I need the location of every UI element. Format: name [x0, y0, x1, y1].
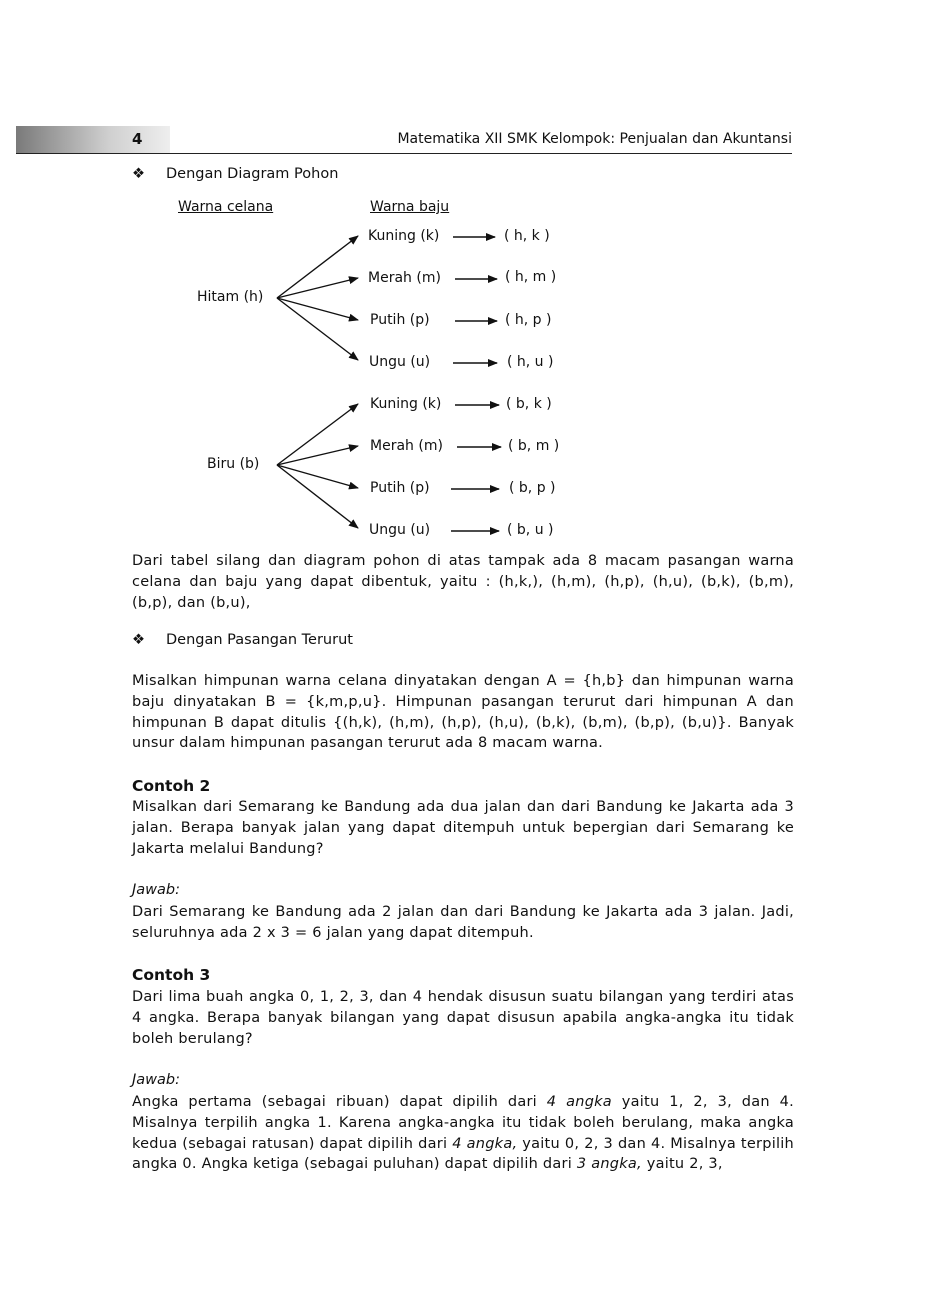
tree-branches-hitam	[277, 236, 358, 360]
jawab-label: Jawab:	[132, 882, 180, 898]
tree-diagram	[0, 0, 926, 560]
tree-leaf-label: Merah (m)	[370, 438, 443, 454]
tree-leaf-result: ( h, k )	[504, 228, 550, 244]
tree-leaf-label: Ungu (u)	[369, 354, 431, 370]
tree-leaf-result: ( b, m )	[508, 438, 560, 454]
tree-leaf-label: Kuning (k)	[370, 396, 442, 412]
answer-text: yaitu 2, 3,	[641, 1156, 723, 1173]
column-header-warna-baju: Warna baju	[370, 199, 450, 215]
section-title-pasangan-terurut: Dengan Pasangan Terurut	[166, 632, 353, 648]
answer-text: Angka pertama (sebagai ribuan) dapat dipilih dari	[132, 1094, 547, 1110]
tree-branches-biru	[277, 404, 358, 528]
page-number: 4	[132, 130, 143, 148]
heading-contoh-2: Contoh 2	[132, 777, 211, 795]
paragraph-contoh-3-answer	[132, 1092, 794, 1175]
tree-leaf-label: Kuning (k)	[368, 228, 440, 244]
diamond-bullet-icon: ❖	[132, 632, 145, 648]
column-header-warna-celana: Warna celana	[178, 199, 274, 215]
paragraph-contoh-2-answer: Dari Semarang ke Bandung ada 2 jalan dan dari Bandung ke Jakarta ada 3 jalan. Jadi, seluruhnya ada 2 x 3 = 6 jalan yang dapat ditempuh.	[132, 904, 794, 941]
tree-leaf-result: ( h, u )	[507, 354, 554, 370]
tree-leaf-result: ( b, u )	[507, 522, 554, 538]
answer-emphasis: 4 angka,	[452, 1135, 518, 1152]
answer-emphasis: 4 angka	[546, 1094, 612, 1110]
paragraph-pasangan-terurut: Misalkan himpunan warna celana dinyatakan dengan A = {h,b} dan himpunan warna baju dinyatakan B = {k,m,p,u}. Himpunan pasangan terurut dari himpunan A dan himpunan B dapat ditulis {(h,k), (h,m), (h,p), (h,u), (b,k), (b,m), (b,p), (b,u)}. Banyak unsur dalam himpunan pasangan terurut ada 8 macam warna.	[132, 673, 794, 752]
tree-root-biru: Biru (b)	[207, 456, 260, 472]
answer-emphasis: 3 angka,	[576, 1156, 642, 1173]
diamond-bullet-icon: ❖	[132, 166, 145, 182]
tree-leaf-label: Ungu (u)	[369, 522, 431, 538]
heading-contoh-3: Contoh 3	[132, 966, 211, 984]
paragraph-contoh-2-question: Misalkan dari Semarang ke Bandung ada dua jalan dan dari Bandung ke Jakarta ada 3 jalan. Berapa banyak jalan yang dapat ditempuh untuk bepergian dari Semarang ke Jakarta melalui Bandung?	[132, 799, 794, 857]
result-arrows-biru	[451, 405, 501, 531]
tree-leaf-label: Putih (p)	[370, 480, 430, 496]
tree-leaf-result: ( b, k )	[506, 396, 552, 412]
answer-text: yaitu 0, 2, 3 dan 4. Misalnya terpilih angka 0. Angka ketiga (sebagai puluhan) dapat dipilih dari	[132, 1135, 794, 1173]
tree-leaf-label: Putih (p)	[370, 312, 430, 328]
tree-leaf-result: ( h, m )	[505, 269, 557, 285]
paragraph-tree-summary: Dari tabel silang dan diagram pohon di atas tampak ada 8 macam pasangan warna celana dan baju yang dapat dibentuk, yaitu : (h,k,), (h,m), (h,p), (h,u), (b,k), (b,m), (b,p), dan (b,u),	[132, 553, 794, 611]
running-title: Matematika XII SMK Kelompok: Penjualan dan Akuntansi	[397, 131, 792, 147]
answer-text: yaitu 1, 2, 3, dan 4. Misalnya terpilih angka 1. Karena angka-angka itu tidak boleh berulang, maka angka kedua (sebagai ratusan) dapat dipilih dari	[132, 1094, 794, 1152]
tree-leaf-result: ( h, p )	[505, 312, 552, 328]
result-arrows-hitam	[453, 237, 497, 363]
bullet-pasangan-terurut	[132, 632, 353, 648]
tree-leaf-result: ( b, p )	[509, 480, 556, 496]
paragraph-contoh-3-question: Dari lima buah angka 0, 1, 2, 3, dan 4 hendak disusun suatu bilangan yang terdiri atas 4 angka. Berapa banyak bilangan yang dapat disusun apabila angka-angka itu tidak boleh berulang?	[132, 989, 794, 1047]
tree-leaf-label: Merah (m)	[368, 270, 441, 286]
jawab-label: Jawab:	[132, 1072, 180, 1088]
section-title-diagram-pohon: Dengan Diagram Pohon	[166, 166, 339, 182]
tree-root-hitam: Hitam (h)	[197, 289, 264, 305]
